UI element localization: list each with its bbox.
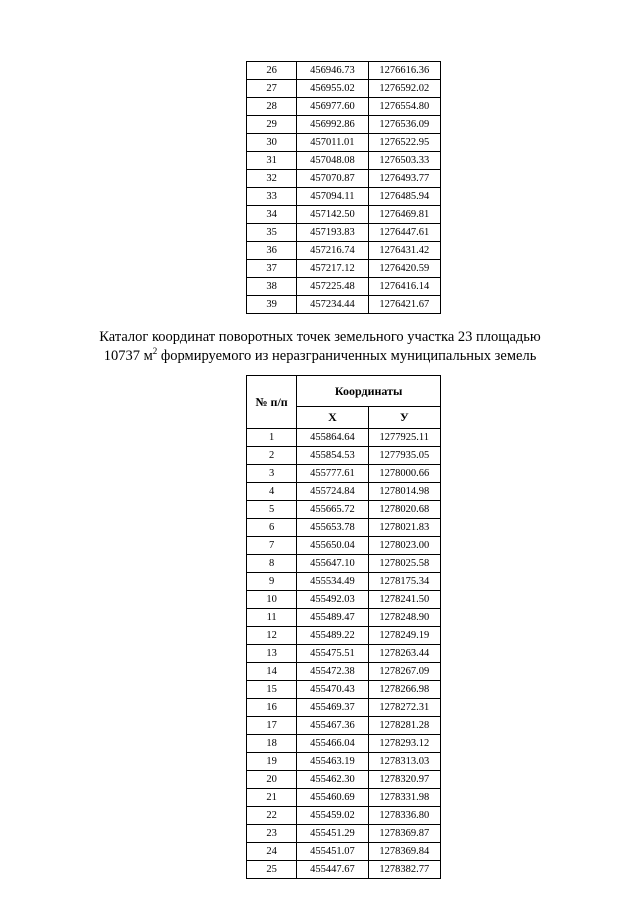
continued-table-body [247, 62, 441, 314]
y-coordinate-cell: 1276431.42 [368, 242, 440, 260]
table-row [247, 789, 441, 807]
point-number-cell: 2 [247, 447, 297, 465]
y-coordinate-cell: 1276469.81 [368, 206, 440, 224]
header-coordinates: Координаты [297, 376, 441, 407]
y-coordinate-cell: 1276522.95 [368, 134, 440, 152]
y-coordinate-cell: 1278267.09 [368, 663, 440, 681]
y-coordinate-cell: 1276447.61 [368, 224, 440, 242]
table-row [247, 573, 441, 591]
catalog-caption [60, 328, 580, 366]
y-coordinate-cell: 1278020.68 [368, 501, 440, 519]
table-row [247, 170, 441, 188]
table-row [247, 591, 441, 609]
x-coordinate-cell: 455854.53 [297, 447, 368, 465]
continued-coordinates-table [246, 61, 441, 314]
table-row [247, 519, 441, 537]
y-coordinate-cell: 1276536.09 [368, 116, 440, 134]
header-x: Х [297, 407, 368, 429]
point-number-cell: 19 [247, 753, 297, 771]
coordinates-table-body [247, 429, 441, 879]
table-row [247, 242, 441, 260]
point-number-cell: 28 [247, 98, 297, 116]
x-coordinate-cell: 455724.84 [297, 483, 368, 501]
y-coordinate-cell: 1278249.19 [368, 627, 440, 645]
point-number-cell: 20 [247, 771, 297, 789]
y-coordinate-cell: 1276416.14 [368, 278, 440, 296]
table-row [247, 681, 441, 699]
x-coordinate-cell: 456955.02 [297, 80, 368, 98]
table-row [247, 663, 441, 681]
point-number-cell: 14 [247, 663, 297, 681]
x-coordinate-cell: 455489.47 [297, 609, 368, 627]
x-coordinate-cell: 455462.30 [297, 771, 368, 789]
y-coordinate-cell: 1278025.58 [368, 555, 440, 573]
x-coordinate-cell: 456977.60 [297, 98, 368, 116]
point-number-cell: 6 [247, 519, 297, 537]
point-number-cell: 8 [247, 555, 297, 573]
y-coordinate-cell: 1278266.98 [368, 681, 440, 699]
point-number-cell: 13 [247, 645, 297, 663]
point-number-cell: 17 [247, 717, 297, 735]
point-number-cell: 11 [247, 609, 297, 627]
x-coordinate-cell: 455665.72 [297, 501, 368, 519]
point-number-cell: 10 [247, 591, 297, 609]
x-coordinate-cell: 457217.12 [297, 260, 368, 278]
y-coordinate-cell: 1278293.12 [368, 735, 440, 753]
point-number-cell: 15 [247, 681, 297, 699]
x-coordinate-cell: 455451.07 [297, 843, 368, 861]
y-coordinate-cell: 1278272.31 [368, 699, 440, 717]
coordinates-table-header [247, 376, 441, 429]
x-coordinate-cell: 457048.08 [297, 152, 368, 170]
y-coordinate-cell: 1278331.98 [368, 789, 440, 807]
table-row [247, 98, 441, 116]
x-coordinate-cell: 455647.10 [297, 555, 368, 573]
table-row [247, 843, 441, 861]
y-coordinate-cell: 1276493.77 [368, 170, 440, 188]
x-coordinate-cell: 455864.64 [297, 429, 368, 447]
point-number-cell: 34 [247, 206, 297, 224]
y-coordinate-cell: 1276592.02 [368, 80, 440, 98]
table-row [247, 152, 441, 170]
table-row [247, 537, 441, 555]
y-coordinate-cell: 1277925.11 [368, 429, 440, 447]
x-coordinate-cell: 455650.04 [297, 537, 368, 555]
point-number-cell: 38 [247, 278, 297, 296]
point-number-cell: 30 [247, 134, 297, 152]
y-coordinate-cell: 1278313.03 [368, 753, 440, 771]
y-coordinate-cell: 1278382.77 [368, 861, 440, 879]
x-coordinate-cell: 457193.83 [297, 224, 368, 242]
table-row [247, 206, 441, 224]
table-row [247, 501, 441, 519]
caption-area: 10737 м [103, 348, 153, 364]
x-coordinate-cell: 457234.44 [297, 296, 368, 314]
x-coordinate-cell: 455653.78 [297, 519, 368, 537]
x-coordinate-cell: 456992.86 [297, 116, 368, 134]
caption-line-2: формируемого из неразграниченных муниципальных земель [157, 348, 537, 364]
y-coordinate-cell: 1276421.67 [368, 296, 440, 314]
table-row [247, 555, 441, 573]
x-coordinate-cell: 457094.11 [297, 188, 368, 206]
x-coordinate-cell: 455534.49 [297, 573, 368, 591]
table-row [247, 465, 441, 483]
table-row [247, 483, 441, 501]
point-number-cell: 37 [247, 260, 297, 278]
y-coordinate-cell: 1278014.98 [368, 483, 440, 501]
x-coordinate-cell: 455447.67 [297, 861, 368, 879]
x-coordinate-cell: 455777.61 [297, 465, 368, 483]
point-number-cell: 18 [247, 735, 297, 753]
y-coordinate-cell: 1278023.00 [368, 537, 440, 555]
point-number-cell: 27 [247, 80, 297, 98]
table-row [247, 825, 441, 843]
x-coordinate-cell: 455451.29 [297, 825, 368, 843]
y-coordinate-cell: 1278241.50 [368, 591, 440, 609]
y-coordinate-cell: 1278263.44 [368, 645, 440, 663]
y-coordinate-cell: 1276485.94 [368, 188, 440, 206]
table-row [247, 447, 441, 465]
header-point-number: № п/п [247, 376, 297, 429]
point-number-cell: 16 [247, 699, 297, 717]
x-coordinate-cell: 455489.22 [297, 627, 368, 645]
table-row [247, 609, 441, 627]
y-coordinate-cell: 1278369.87 [368, 825, 440, 843]
point-number-cell: 33 [247, 188, 297, 206]
y-coordinate-cell: 1278175.34 [368, 573, 440, 591]
x-coordinate-cell: 457011.01 [297, 134, 368, 152]
y-coordinate-cell: 1276616.36 [368, 62, 440, 80]
point-number-cell: 1 [247, 429, 297, 447]
x-coordinate-cell: 457142.50 [297, 206, 368, 224]
x-coordinate-cell: 455460.69 [297, 789, 368, 807]
y-coordinate-cell: 1277935.05 [368, 447, 440, 465]
table-row [247, 429, 441, 447]
x-coordinate-cell: 455492.03 [297, 591, 368, 609]
table-row [247, 224, 441, 242]
point-number-cell: 31 [247, 152, 297, 170]
x-coordinate-cell: 455475.51 [297, 645, 368, 663]
table-row [247, 188, 441, 206]
y-coordinate-cell: 1276554.80 [368, 98, 440, 116]
x-coordinate-cell: 457216.74 [297, 242, 368, 260]
x-coordinate-cell: 455467.36 [297, 717, 368, 735]
point-number-cell: 7 [247, 537, 297, 555]
x-coordinate-cell: 455459.02 [297, 807, 368, 825]
x-coordinate-cell: 455463.19 [297, 753, 368, 771]
x-coordinate-cell: 455469.37 [297, 699, 368, 717]
table-row [247, 753, 441, 771]
caption-line-1: Каталог координат поворотных точек земельного участка 23 площадью [99, 329, 541, 345]
x-coordinate-cell: 456946.73 [297, 62, 368, 80]
y-coordinate-cell: 1276420.59 [368, 260, 440, 278]
point-number-cell: 22 [247, 807, 297, 825]
table-row [247, 627, 441, 645]
point-number-cell: 5 [247, 501, 297, 519]
point-number-cell: 3 [247, 465, 297, 483]
x-coordinate-cell: 455470.43 [297, 681, 368, 699]
table-row [247, 717, 441, 735]
point-number-cell: 32 [247, 170, 297, 188]
coordinates-table [246, 375, 441, 879]
point-number-cell: 24 [247, 843, 297, 861]
x-coordinate-cell: 455472.38 [297, 663, 368, 681]
point-number-cell: 4 [247, 483, 297, 501]
y-coordinate-cell: 1278000.66 [368, 465, 440, 483]
point-number-cell: 26 [247, 62, 297, 80]
table-row [247, 80, 441, 98]
y-coordinate-cell: 1278369.84 [368, 843, 440, 861]
point-number-cell: 21 [247, 789, 297, 807]
table-row [247, 735, 441, 753]
caption-area-exponent: 2 [152, 346, 158, 357]
x-coordinate-cell: 457225.48 [297, 278, 368, 296]
table-row [247, 807, 441, 825]
table-row [247, 260, 441, 278]
table-row [247, 699, 441, 717]
point-number-cell: 23 [247, 825, 297, 843]
x-coordinate-cell: 457070.87 [297, 170, 368, 188]
x-coordinate-cell: 455466.04 [297, 735, 368, 753]
table-row [247, 645, 441, 663]
table-row [247, 62, 441, 80]
table-row [247, 296, 441, 314]
table-row [247, 134, 441, 152]
table-row [247, 116, 441, 134]
y-coordinate-cell: 1278336.80 [368, 807, 440, 825]
y-coordinate-cell: 1278320.97 [368, 771, 440, 789]
point-number-cell: 12 [247, 627, 297, 645]
y-coordinate-cell: 1278248.90 [368, 609, 440, 627]
point-number-cell: 25 [247, 861, 297, 879]
table-row [247, 861, 441, 879]
table-row [247, 771, 441, 789]
table-row [247, 278, 441, 296]
y-coordinate-cell: 1278021.83 [368, 519, 440, 537]
point-number-cell: 29 [247, 116, 297, 134]
y-coordinate-cell: 1276503.33 [368, 152, 440, 170]
point-number-cell: 9 [247, 573, 297, 591]
point-number-cell: 36 [247, 242, 297, 260]
point-number-cell: 39 [247, 296, 297, 314]
point-number-cell: 35 [247, 224, 297, 242]
y-coordinate-cell: 1278281.28 [368, 717, 440, 735]
header-y: У [368, 407, 440, 429]
